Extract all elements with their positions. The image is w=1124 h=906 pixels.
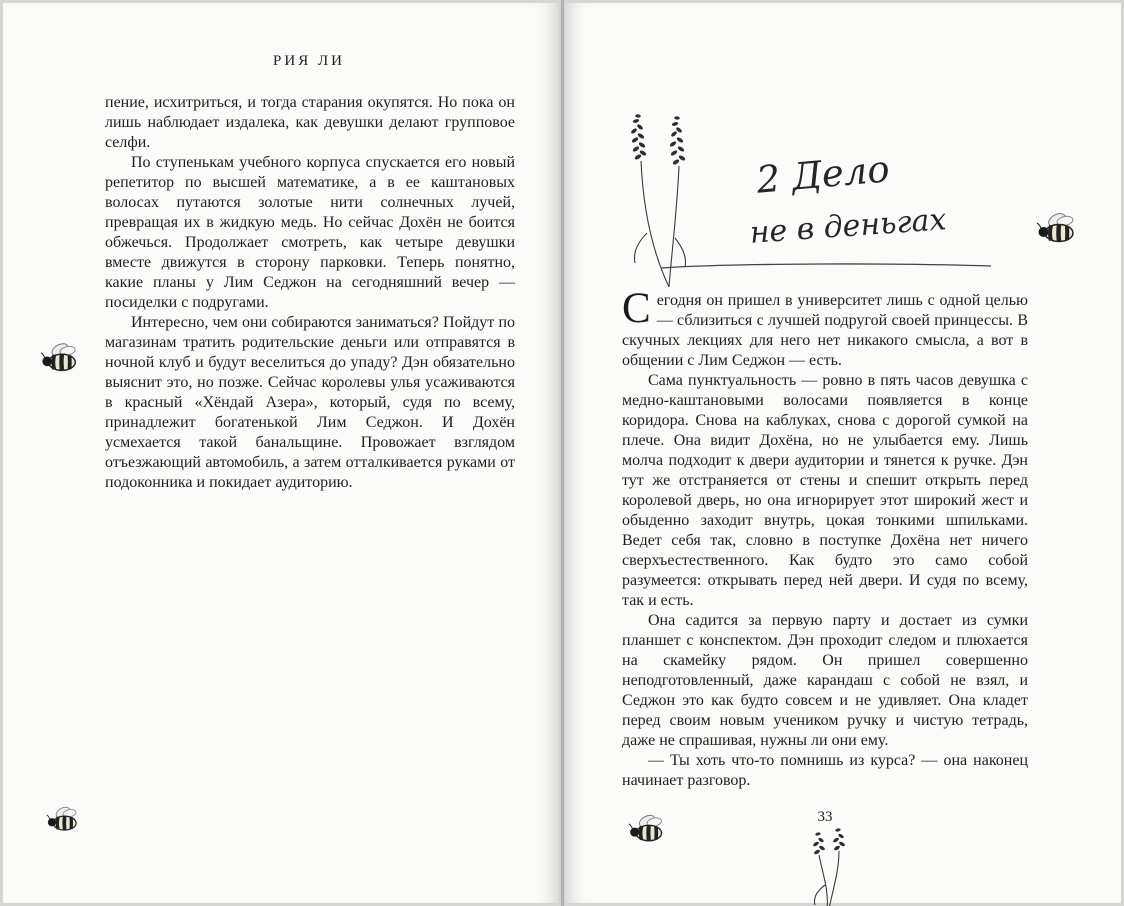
left-page-text xyxy=(105,93,515,493)
chapter-title-line2: не в деньгах xyxy=(748,202,948,251)
page-gutter xyxy=(561,0,564,906)
right-page-text xyxy=(622,285,1028,791)
paragraph: — Ты хоть что-то помнишь из курса? — она наконец начинает разговор. xyxy=(622,752,1028,789)
paragraph: Она садится за первую парту и достает из сумки планшет с конспектом. Дэн проходит следом и плюхается на скамейку рядом. Он пришел совершенно неподготовленный, даже карандаш с собой не взял, и Седжон это как будто совсем и не удивляет. Она кладет перед своим новым учеником ручку и чистую тетрадь, даже не спрашивая, нужны ли они ему. xyxy=(622,612,1028,749)
paragraph: По ступенькам учебного корпуса спускается его новый репетитор по высшей математике, а в ее каштановых волосах путаются золотые нити солнечных лучей, превращая их в жидкую медь. Но сейчас Дохён не боится обжечься. Продолжает смотреть, как четыре девушки вместе движутся в сторону парковки. Теперь понятно, какие планы у Лим Седжон на сегодняшний вечер — посиделки с подругами. xyxy=(105,154,515,311)
chapter-title-line1: 2 Дело xyxy=(754,147,892,202)
drop-cap: С xyxy=(622,285,651,332)
bee-icon xyxy=(1035,211,1079,250)
page-number: 33 xyxy=(817,809,833,825)
paragraph: Интересно, чем они собираются заниматься? Пойдут по магазинам тратить родительские деньги или отправятся в ночной клуб и будут веселиться до упаду? Дэн обязательно выяснит это, но позже. Сейчас королевы улья усаживаются в красный «Хёндай Азера», который, судя по всему, принадлежит богатенькой Лим Седжон. И Дохён усмехается такой банальщине. Провожает взглядом отъезжающий автомобиль, а затем отталкивается руками от подоконника и покидает аудиторию. xyxy=(105,314,515,491)
bee-icon xyxy=(39,341,81,379)
running-header: РИЯ ЛИ xyxy=(273,53,345,69)
left-page xyxy=(3,3,559,903)
chapter-divider-line xyxy=(659,259,993,277)
bee-icon xyxy=(45,805,81,838)
lavender-sprig-icon xyxy=(789,825,869,906)
paragraph xyxy=(622,285,1028,371)
paragraph-text: егодня он пришел в университет лишь с одной целью — сблизиться с лучшей подругой своей принцессы. В скучных лекциях для него нет никакого смысла, а вот в общении с Лим Седжон — есть. xyxy=(622,292,1028,369)
paragraph: пение, исхитриться, и тогда старания окупятся. Но пока он лишь наблюдает издалека, как девушки делают групповое селфи. xyxy=(105,94,515,151)
paragraph: Сама пунктуальность — ровно в пять часов девушка с медно-каштановыми волосами появляется в конце коридора. Снова на каблуках, снова с дорогой сумкой на плече. Она видит Дохёна, но не улыбается ему. Лишь молча подходит к двери аудитории и тянется к ручке. Дэн тут же отстраняется от стены и спешит открыть перед королевой дверь, но она игнорирует этот широкий жест и обыденно заходит внутрь, цокая тонкими шпильками. Ведет себя так, словно в поступке Дохёна нет ничего сверхъестественного. Как будто это само собой разумеется: открывать перед ней двери. И судя по всему, так и есть. xyxy=(622,372,1028,609)
right-page xyxy=(565,3,1121,903)
